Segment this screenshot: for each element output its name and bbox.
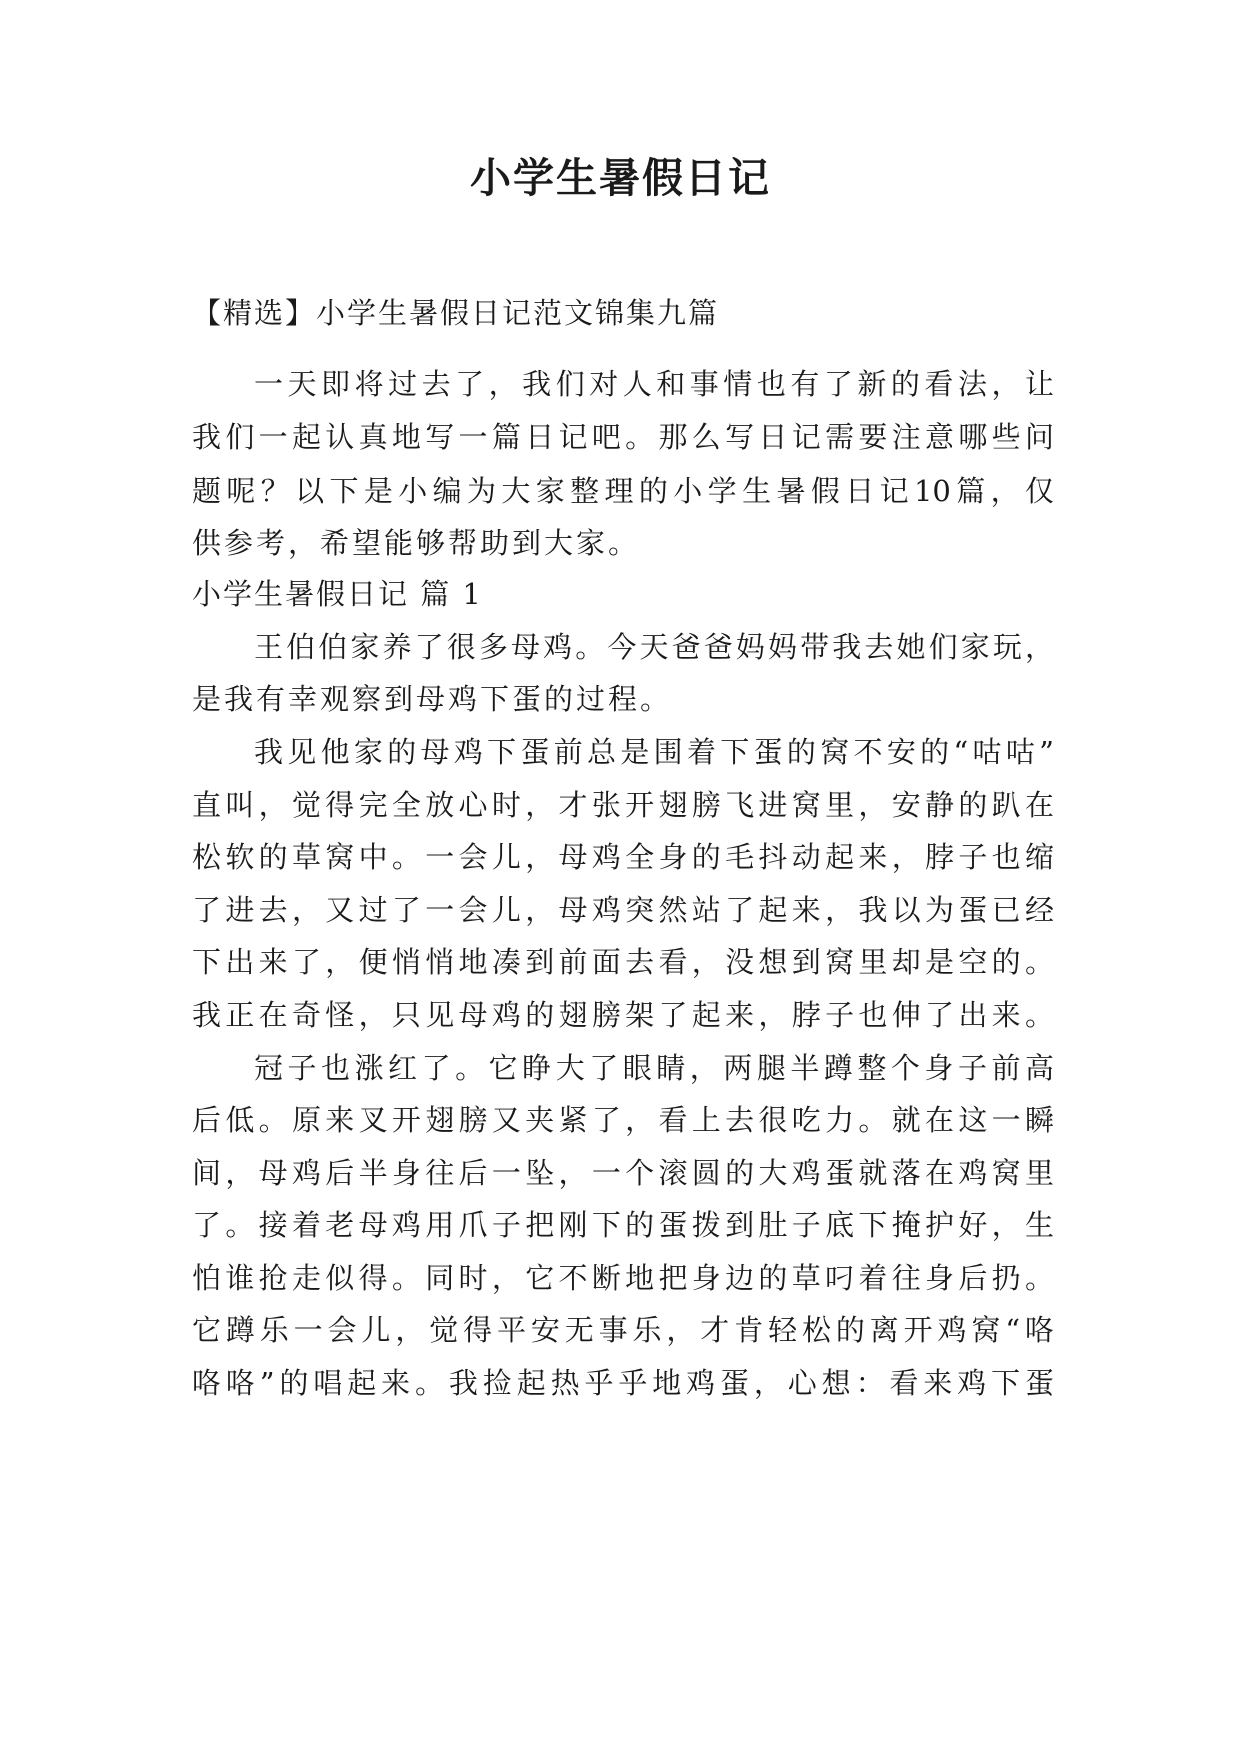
section-heading: 小学生暑假日记 篇 1	[192, 577, 483, 611]
paragraph-line: 了。接着老母鸡用爪子把刚下的蛋拨到肚子底下掩护好，生	[192, 1208, 1054, 1242]
intro-line: 题呢？以下是小编为大家整理的小学生暑假日记10篇，仅	[192, 474, 1054, 508]
paragraph-line: 后低。原来叉开翅膀又夹紧了，看上去很吃力。就在这一瞬	[192, 1103, 1054, 1137]
paragraph-line: 了进去，又过了一会儿，母鸡突然站了起来，我以为蛋已经	[192, 893, 1054, 927]
paragraph-line: 松软的草窝中。一会儿，母鸡全身的毛抖动起来，脖子也缩	[192, 840, 1054, 874]
paragraph-line: 怕谁抢走似得。同时，它不断地把身边的草叼着往身后扔。	[192, 1261, 1054, 1295]
paragraph-line: 下出来了，便悄悄地凑到前面去看，没想到窝里却是空的。	[192, 945, 1054, 979]
paragraph-line: 它蹲乐一会儿，觉得平安无事乐，才肯轻松的离开鸡窝“咯	[192, 1313, 1054, 1347]
paragraph-line: 王伯伯家养了很多母鸡。今天爸爸妈妈带我去她们家玩，	[254, 630, 1054, 664]
intro-line: 供参考，希望能够帮助到大家。	[192, 526, 641, 560]
paragraph-line: 是我有幸观察到母鸡下蛋的过程。	[192, 682, 673, 716]
page-title: 小学生暑假日记	[470, 154, 771, 202]
intro-line: 一天即将过去了，我们对人和事情也有了新的看法，让	[254, 367, 1054, 401]
paragraph-line: 间，母鸡后半身往后一坠，一个滚圆的大鸡蛋就落在鸡窝里	[192, 1156, 1054, 1190]
paragraph-line: 我见他家的母鸡下蛋前总是围着下蛋的窝不安的“咕咕”	[254, 735, 1054, 769]
paragraph-line: 直叫，觉得完全放心时，才张开翅膀飞进窝里，安静的趴在	[192, 788, 1054, 822]
paragraph-line: 我正在奇怪，只见母鸡的翅膀架了起来，脖子也伸了出来。	[192, 998, 1054, 1032]
intro-line: 我们一起认真地写一篇日记吧。那么写日记需要注意哪些问	[192, 420, 1054, 454]
paragraph-line: 咯咯”的唱起来。我捡起热乎乎地鸡蛋，心想：看来鸡下蛋	[192, 1366, 1054, 1400]
paragraph-line: 冠子也涨红了。它睁大了眼睛，两腿半蹲整个身子前高	[254, 1051, 1054, 1085]
document-subtitle: 【精选】小学生暑假日记范文锦集九篇	[192, 296, 720, 330]
